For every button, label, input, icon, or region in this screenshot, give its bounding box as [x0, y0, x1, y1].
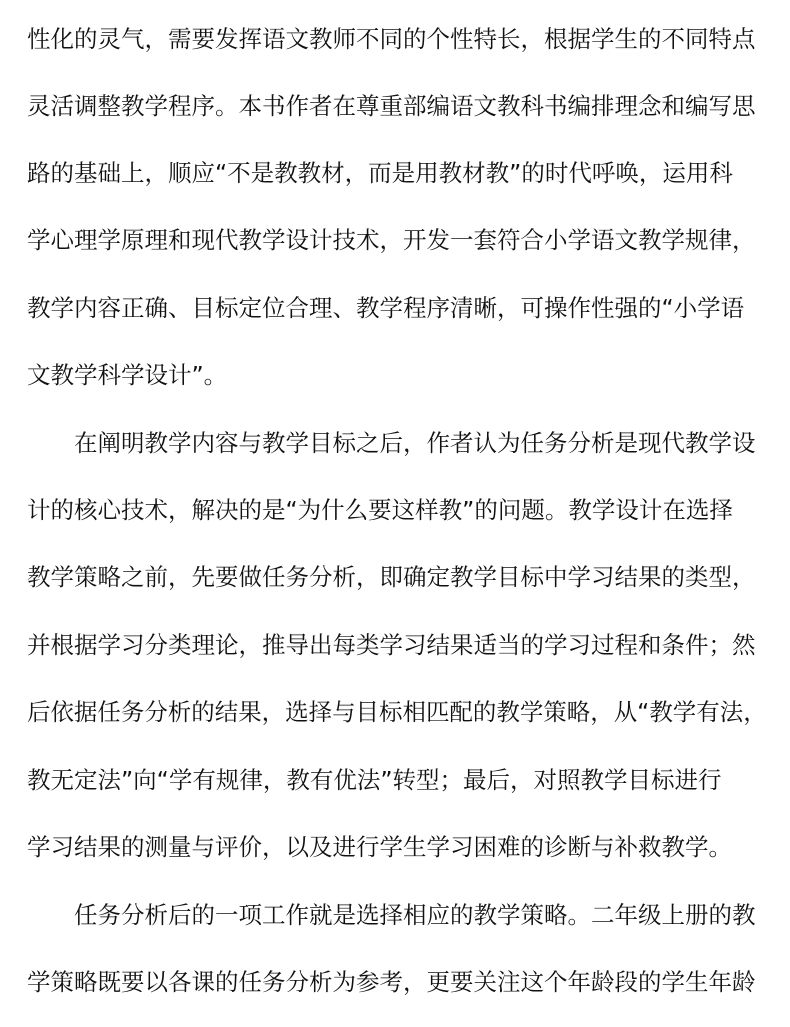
paragraph-first-line: 在阐明教学内容与教学目标之后，作者认为任务分析是现代教学设	[74, 429, 756, 457]
paragraph-first-line: 任务分析后的一项工作就是选择相应的教学策略。二年级上册的教	[74, 901, 756, 929]
text-line: 教学内容正确、目标定位合理、教学程序清晰，可操作性强的“小学语	[27, 294, 745, 322]
text-line: 计的核心技术，解决的是“为什么要这样教”的问题。教学设计在选择	[27, 496, 733, 524]
text-line: 学策略既要以各课的任务分析为参考，更要关注这个年龄段的学生年龄	[27, 968, 756, 996]
text-line: 路的基础上，顺应“不是教教材，而是用教材教”的时代呼唤，运用科	[27, 159, 733, 187]
text-line: 文教学科学设计”。	[27, 361, 228, 389]
text-line: 学心理学原理和现代教学设计技术，开发一套符合小学语文教学规律，	[27, 226, 756, 254]
text-line: 后依据任务分析的结果，选择与目标相匹配的教学策略，从“教学有法，	[27, 698, 767, 726]
text-line: 性化的灵气，需要发挥语文教师不同的个性特长，根据学生的不同特点	[27, 25, 756, 53]
text-line: 灵活调整教学程序。本书作者在尊重部编语文教科书编排理念和编写思	[27, 92, 756, 120]
text-line: 教无定法”向“学有规律，教有优法”转型；最后，对照教学目标进行	[27, 766, 722, 794]
text-line: 教学策略之前，先要做任务分析，即确定教学目标中学习结果的类型，	[27, 563, 756, 591]
text-line: 并根据学习分类理论，推导出每类学习结果适当的学习过程和条件；然	[27, 631, 756, 659]
text-line: 学习结果的测量与评价，以及进行学生学习困难的诊断与补救教学。	[27, 833, 732, 861]
